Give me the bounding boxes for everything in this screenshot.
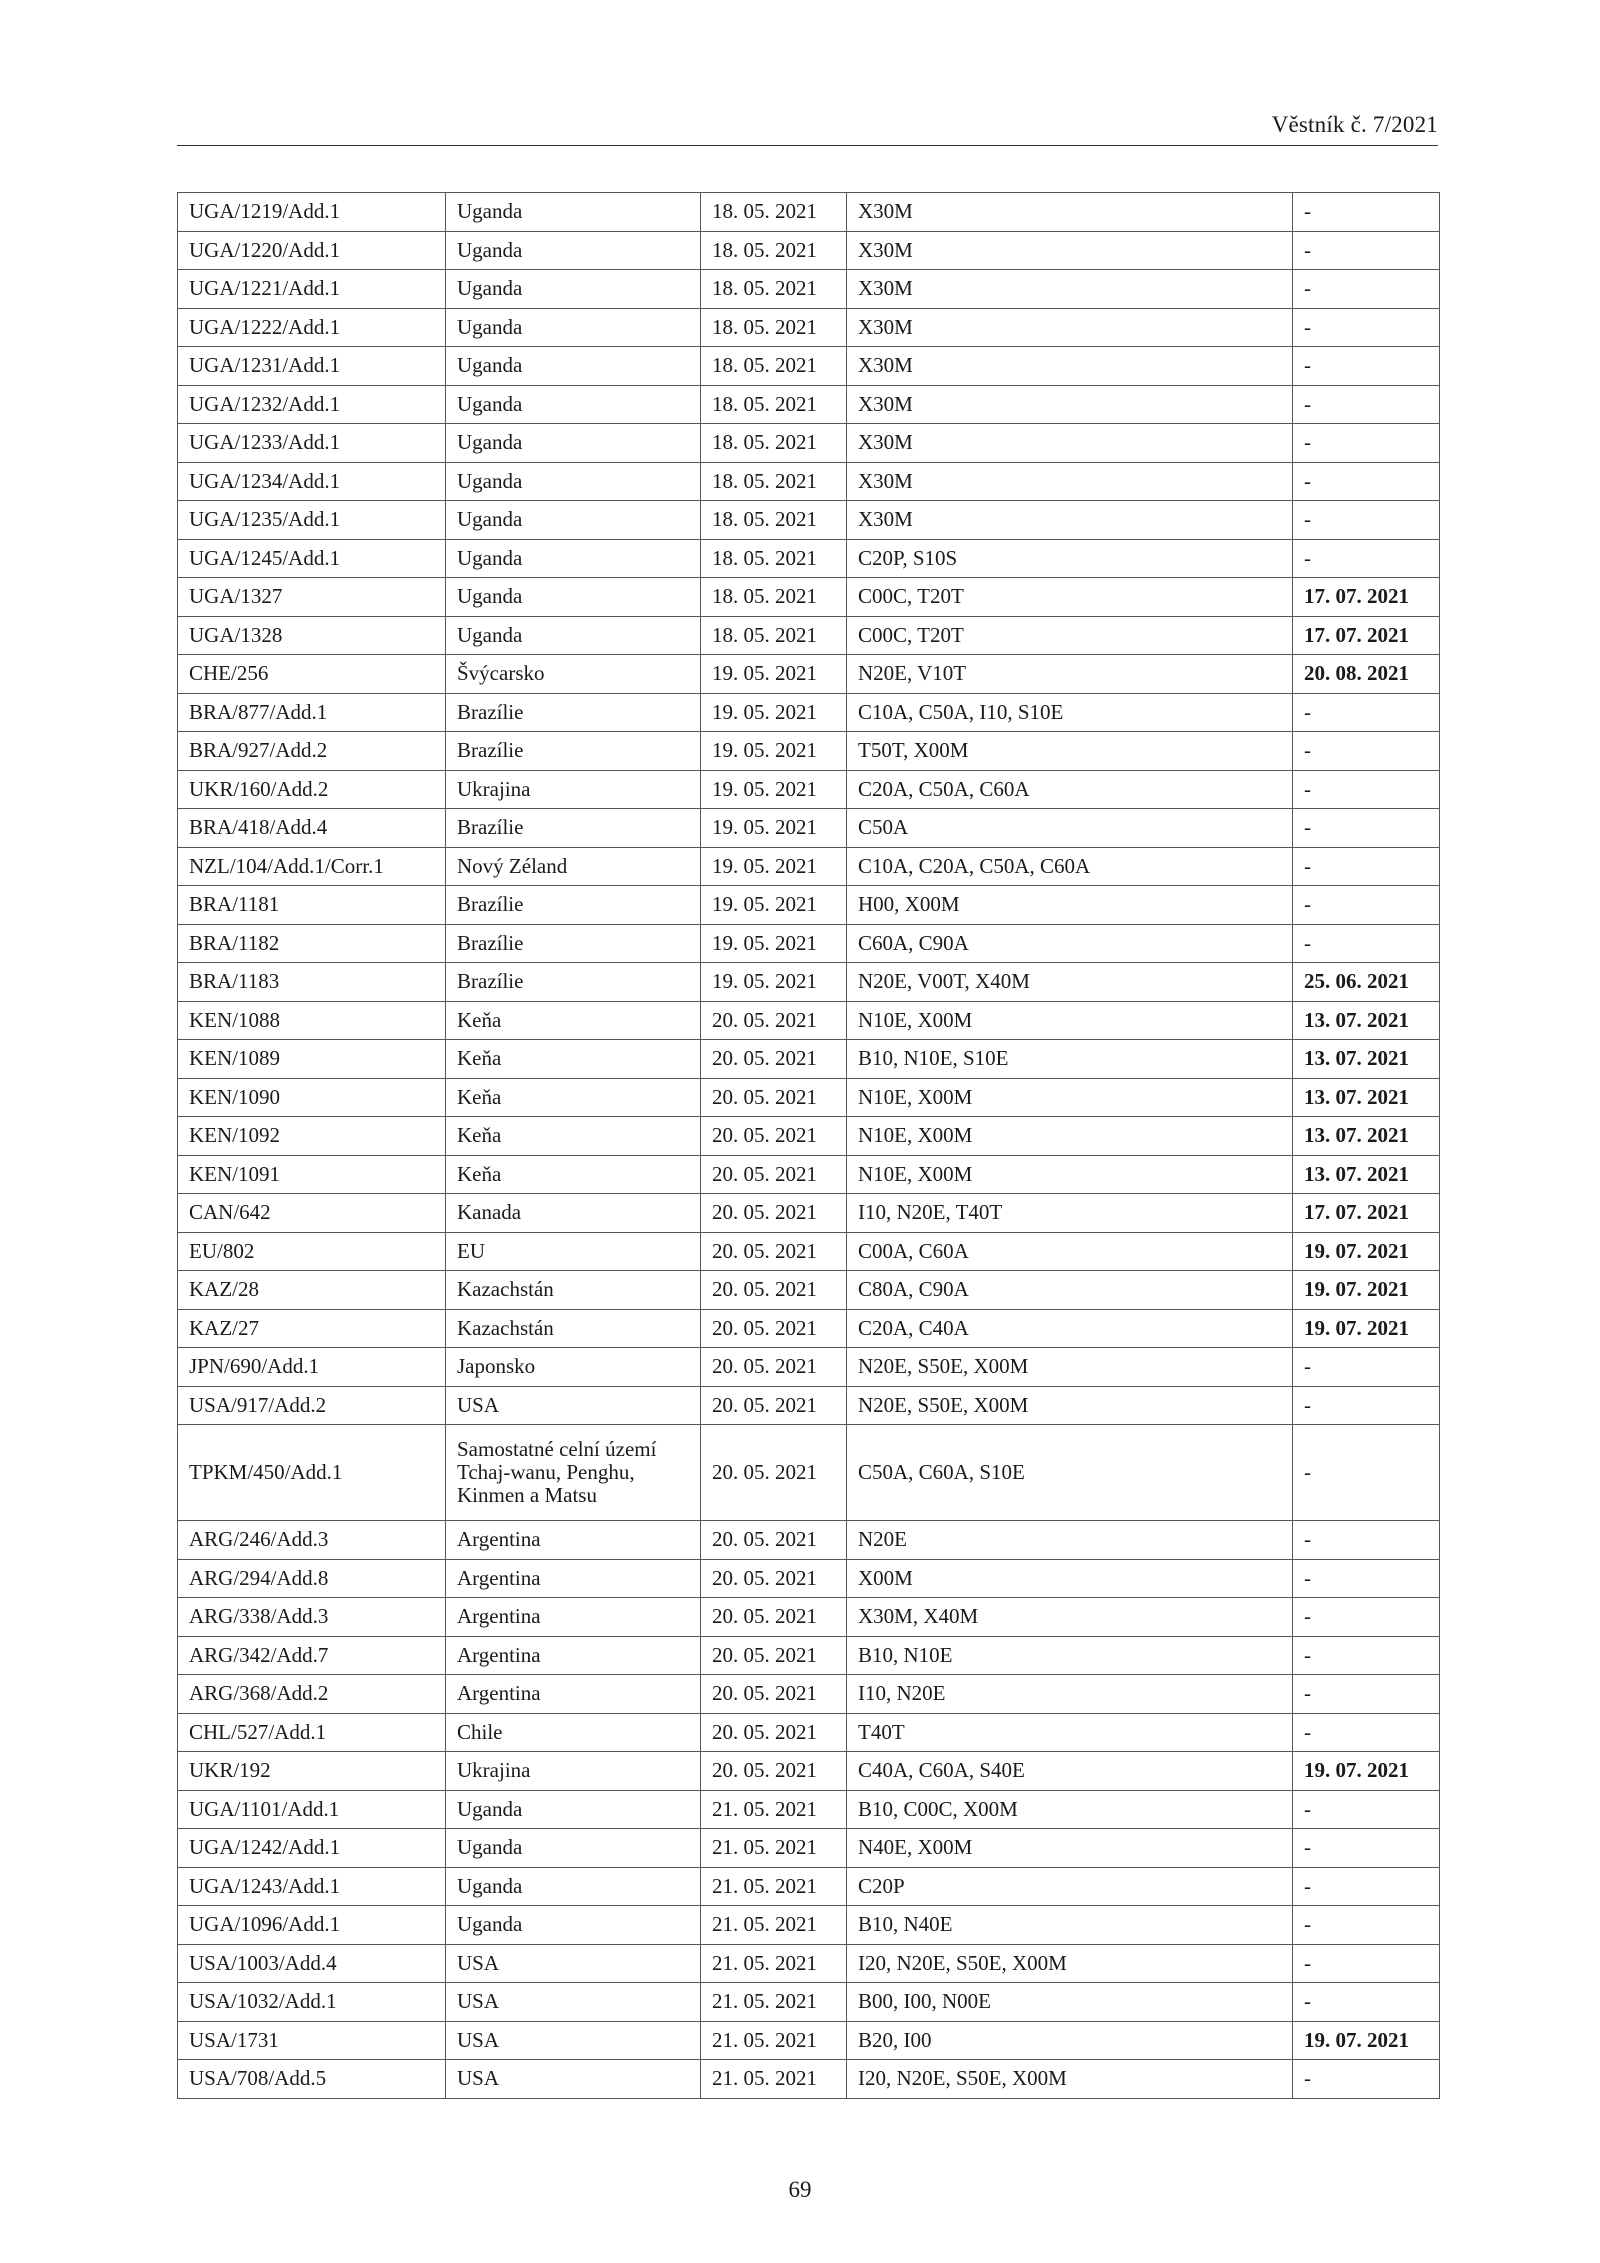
cell-codes: B10, N40E [847, 1906, 1293, 1945]
cell-codes: T40T [847, 1713, 1293, 1752]
cell-reference: ARG/368/Add.2 [178, 1675, 446, 1714]
cell-country: EU [446, 1232, 701, 1271]
cell-deadline: 13. 07. 2021 [1293, 1040, 1440, 1079]
cell-reference: USA/1032/Add.1 [178, 1983, 446, 2022]
cell-codes: N20E [847, 1521, 1293, 1560]
cell-date: 20. 05. 2021 [701, 1521, 847, 1560]
cell-date: 20. 05. 2021 [701, 1232, 847, 1271]
cell-deadline: 17. 07. 2021 [1293, 578, 1440, 617]
cell-reference: UGA/1220/Add.1 [178, 231, 446, 270]
cell-date: 20. 05. 2021 [701, 1309, 847, 1348]
cell-country: Uganda [446, 539, 701, 578]
table-row [178, 2021, 1440, 2060]
cell-date: 21. 05. 2021 [701, 1867, 847, 1906]
cell-country: Uganda [446, 462, 701, 501]
table-row [178, 385, 1440, 424]
cell-date: 20. 05. 2021 [701, 1078, 847, 1117]
cell-deadline: - [1293, 462, 1440, 501]
header-divider [177, 145, 1438, 146]
cell-deadline: 19. 07. 2021 [1293, 1271, 1440, 1310]
table-row [178, 655, 1440, 694]
cell-date: 21. 05. 2021 [701, 1983, 847, 2022]
cell-codes: B20, I00 [847, 2021, 1293, 2060]
cell-codes: B10, N10E, S10E [847, 1040, 1293, 1079]
cell-reference: UKR/160/Add.2 [178, 770, 446, 809]
table-row [178, 1944, 1440, 1983]
cell-date: 19. 05. 2021 [701, 770, 847, 809]
table-row [178, 1983, 1440, 2022]
cell-reference: BRA/1181 [178, 886, 446, 925]
cell-country: Brazílie [446, 693, 701, 732]
table-row [178, 1040, 1440, 1079]
cell-date: 19. 05. 2021 [701, 924, 847, 963]
cell-country: Uganda [446, 616, 701, 655]
cell-country: Brazílie [446, 924, 701, 963]
table-row [178, 1194, 1440, 1233]
cell-reference: USA/708/Add.5 [178, 2060, 446, 2099]
cell-codes: N10E, X00M [847, 1117, 1293, 1156]
cell-codes: X30M [847, 308, 1293, 347]
table-row [178, 424, 1440, 463]
cell-deadline: - [1293, 847, 1440, 886]
cell-reference: ARG/338/Add.3 [178, 1598, 446, 1637]
cell-country: USA [446, 1386, 701, 1425]
table-row [178, 963, 1440, 1002]
table-row [178, 193, 1440, 232]
cell-country: Uganda [446, 578, 701, 617]
cell-deadline: 13. 07. 2021 [1293, 1117, 1440, 1156]
cell-codes: X00M [847, 1559, 1293, 1598]
cell-codes: X30M [847, 424, 1293, 463]
cell-deadline: - [1293, 886, 1440, 925]
cell-codes: N40E, X00M [847, 1829, 1293, 1868]
cell-deadline: 19. 07. 2021 [1293, 1309, 1440, 1348]
table-row [178, 1829, 1440, 1868]
cell-country: Kazachstán [446, 1271, 701, 1310]
cell-reference: ARG/342/Add.7 [178, 1636, 446, 1675]
cell-deadline: - [1293, 2060, 1440, 2099]
cell-codes: B10, N10E [847, 1636, 1293, 1675]
cell-date: 18. 05. 2021 [701, 347, 847, 386]
cell-date: 21. 05. 2021 [701, 1944, 847, 1983]
cell-date: 20. 05. 2021 [701, 1636, 847, 1675]
table-row [178, 1271, 1440, 1310]
cell-codes: X30M [847, 231, 1293, 270]
cell-country: Brazílie [446, 809, 701, 848]
cell-reference: KAZ/27 [178, 1309, 446, 1348]
cell-deadline: 19. 07. 2021 [1293, 1232, 1440, 1271]
cell-deadline: - [1293, 1636, 1440, 1675]
cell-date: 19. 05. 2021 [701, 693, 847, 732]
table-row [178, 1309, 1440, 1348]
cell-date: 21. 05. 2021 [701, 1906, 847, 1945]
cell-country: Japonsko [446, 1348, 701, 1387]
table-row [178, 1636, 1440, 1675]
cell-deadline: - [1293, 1675, 1440, 1714]
cell-country: Uganda [446, 385, 701, 424]
cell-country: Uganda [446, 270, 701, 309]
cell-deadline: 20. 08. 2021 [1293, 655, 1440, 694]
cell-country: Uganda [446, 1867, 701, 1906]
table-row [178, 501, 1440, 540]
cell-country: Keňa [446, 1078, 701, 1117]
cell-date: 21. 05. 2021 [701, 2060, 847, 2099]
cell-reference: UGA/1243/Add.1 [178, 1867, 446, 1906]
cell-date: 20. 05. 2021 [701, 1194, 847, 1233]
cell-deadline: 13. 07. 2021 [1293, 1078, 1440, 1117]
table-row [178, 1559, 1440, 1598]
cell-date: 20. 05. 2021 [701, 1271, 847, 1310]
cell-reference: TPKM/450/Add.1 [178, 1425, 446, 1521]
cell-deadline: - [1293, 1386, 1440, 1425]
table-row [178, 693, 1440, 732]
cell-codes: C00C, T20T [847, 578, 1293, 617]
cell-date: 18. 05. 2021 [701, 424, 847, 463]
table-row [178, 1232, 1440, 1271]
cell-codes: X30M [847, 462, 1293, 501]
cell-deadline: 19. 07. 2021 [1293, 1752, 1440, 1791]
cell-date: 18. 05. 2021 [701, 616, 847, 655]
table-row [178, 1425, 1440, 1521]
cell-deadline: - [1293, 770, 1440, 809]
cell-country: Argentina [446, 1559, 701, 1598]
table-row [178, 308, 1440, 347]
cell-date: 20. 05. 2021 [701, 1040, 847, 1079]
cell-deadline: 13. 07. 2021 [1293, 1001, 1440, 1040]
page-number: 69 [788, 2177, 812, 2202]
cell-date: 18. 05. 2021 [701, 193, 847, 232]
cell-reference: ARG/294/Add.8 [178, 1559, 446, 1598]
table-row [178, 578, 1440, 617]
cell-codes: I20, N20E, S50E, X00M [847, 1944, 1293, 1983]
cell-reference: KEN/1092 [178, 1117, 446, 1156]
cell-codes: N20E, V00T, X40M [847, 963, 1293, 1002]
cell-date: 19. 05. 2021 [701, 886, 847, 925]
cell-reference: KEN/1091 [178, 1155, 446, 1194]
cell-reference: UGA/1101/Add.1 [178, 1790, 446, 1829]
cell-date: 21. 05. 2021 [701, 2021, 847, 2060]
cell-reference: KEN/1090 [178, 1078, 446, 1117]
table-row [178, 1790, 1440, 1829]
cell-reference: UGA/1234/Add.1 [178, 462, 446, 501]
cell-deadline: - [1293, 1348, 1440, 1387]
table-row [178, 1348, 1440, 1387]
cell-reference: UGA/1232/Add.1 [178, 385, 446, 424]
cell-codes: C40A, C60A, S40E [847, 1752, 1293, 1791]
cell-country: Uganda [446, 1906, 701, 1945]
cell-date: 20. 05. 2021 [701, 1559, 847, 1598]
table-row [178, 886, 1440, 925]
table-row [178, 1117, 1440, 1156]
cell-country: USA [446, 2021, 701, 2060]
cell-country: Argentina [446, 1598, 701, 1637]
cell-reference: UGA/1233/Add.1 [178, 424, 446, 463]
table-row [178, 1001, 1440, 1040]
cell-codes: X30M, X40M [847, 1598, 1293, 1637]
cell-deadline: - [1293, 1983, 1440, 2022]
cell-reference: BRA/877/Add.1 [178, 693, 446, 732]
cell-date: 18. 05. 2021 [701, 501, 847, 540]
cell-country: Keňa [446, 1155, 701, 1194]
cell-codes: X30M [847, 385, 1293, 424]
cell-date: 20. 05. 2021 [701, 1386, 847, 1425]
cell-date: 18. 05. 2021 [701, 231, 847, 270]
cell-deadline: 19. 07. 2021 [1293, 2021, 1440, 2060]
cell-codes: C60A, C90A [847, 924, 1293, 963]
cell-country: Brazílie [446, 886, 701, 925]
cell-deadline: - [1293, 231, 1440, 270]
table-body [178, 193, 1440, 2099]
cell-reference: KEN/1089 [178, 1040, 446, 1079]
cell-country: Švýcarsko [446, 655, 701, 694]
cell-country: Uganda [446, 1829, 701, 1868]
cell-country: Uganda [446, 347, 701, 386]
cell-country: Keňa [446, 1117, 701, 1156]
cell-codes: C50A [847, 809, 1293, 848]
cell-deadline: - [1293, 1598, 1440, 1637]
cell-codes: C00C, T20T [847, 616, 1293, 655]
cell-country: USA [446, 1944, 701, 1983]
cell-deadline: - [1293, 1713, 1440, 1752]
cell-date: 20. 05. 2021 [701, 1713, 847, 1752]
cell-date: 21. 05. 2021 [701, 1790, 847, 1829]
journal-header: Věstník č. 7/2021 [1271, 112, 1438, 137]
cell-deadline: - [1293, 732, 1440, 771]
table-row [178, 462, 1440, 501]
cell-country: Kanada [446, 1194, 701, 1233]
cell-country: Nový Zéland [446, 847, 701, 886]
cell-reference: UGA/1231/Add.1 [178, 347, 446, 386]
cell-deadline: - [1293, 1521, 1440, 1560]
cell-deadline: 13. 07. 2021 [1293, 1155, 1440, 1194]
table-row [178, 2060, 1440, 2099]
cell-codes: X30M [847, 270, 1293, 309]
table-row [178, 1713, 1440, 1752]
cell-codes: N20E, S50E, X00M [847, 1348, 1293, 1387]
table-row [178, 1906, 1440, 1945]
cell-country: Keňa [446, 1040, 701, 1079]
table-row [178, 1155, 1440, 1194]
cell-date: 20. 05. 2021 [701, 1752, 847, 1791]
cell-reference: UGA/1327 [178, 578, 446, 617]
table-row [178, 1521, 1440, 1560]
cell-date: 18. 05. 2021 [701, 578, 847, 617]
cell-country: Brazílie [446, 732, 701, 771]
cell-date: 19. 05. 2021 [701, 655, 847, 694]
cell-country: Keňa [446, 1001, 701, 1040]
table-row [178, 770, 1440, 809]
cell-codes: T50T, X00M [847, 732, 1293, 771]
cell-codes: I10, N20E, T40T [847, 1194, 1293, 1233]
table-row [178, 270, 1440, 309]
cell-date: 18. 05. 2021 [701, 539, 847, 578]
cell-country: Argentina [446, 1521, 701, 1560]
cell-deadline: - [1293, 1906, 1440, 1945]
cell-date: 20. 05. 2021 [701, 1348, 847, 1387]
cell-country: Brazílie [446, 963, 701, 1002]
cell-country: USA [446, 1983, 701, 2022]
cell-codes: C20P [847, 1867, 1293, 1906]
table-row [178, 732, 1440, 771]
cell-date: 21. 05. 2021 [701, 1829, 847, 1868]
table-row [178, 1752, 1440, 1791]
cell-country: Argentina [446, 1636, 701, 1675]
cell-codes: C80A, C90A [847, 1271, 1293, 1310]
cell-reference: KEN/1088 [178, 1001, 446, 1040]
table-row [178, 231, 1440, 270]
cell-country: Uganda [446, 1790, 701, 1829]
cell-deadline: - [1293, 347, 1440, 386]
cell-reference: UGA/1235/Add.1 [178, 501, 446, 540]
cell-date: 19. 05. 2021 [701, 847, 847, 886]
cell-reference: CHE/256 [178, 655, 446, 694]
cell-deadline: - [1293, 1867, 1440, 1906]
cell-codes: N10E, X00M [847, 1001, 1293, 1040]
cell-codes: B00, I00, N00E [847, 1983, 1293, 2022]
cell-date: 20. 05. 2021 [701, 1425, 847, 1521]
cell-country: Argentina [446, 1675, 701, 1714]
cell-codes: C00A, C60A [847, 1232, 1293, 1271]
cell-deadline: - [1293, 1790, 1440, 1829]
table-row [178, 347, 1440, 386]
cell-date: 18. 05. 2021 [701, 385, 847, 424]
cell-reference: UGA/1221/Add.1 [178, 270, 446, 309]
cell-reference: BRA/1182 [178, 924, 446, 963]
cell-deadline: 17. 07. 2021 [1293, 616, 1440, 655]
cell-reference: KAZ/28 [178, 1271, 446, 1310]
cell-reference: NZL/104/Add.1/Corr.1 [178, 847, 446, 886]
cell-codes: X30M [847, 193, 1293, 232]
cell-deadline: - [1293, 809, 1440, 848]
cell-deadline: - [1293, 539, 1440, 578]
cell-codes: B10, C00C, X00M [847, 1790, 1293, 1829]
cell-codes: X30M [847, 347, 1293, 386]
cell-codes: N10E, X00M [847, 1155, 1293, 1194]
cell-date: 18. 05. 2021 [701, 462, 847, 501]
cell-codes: C50A, C60A, S10E [847, 1425, 1293, 1521]
cell-codes: N20E, S50E, X00M [847, 1386, 1293, 1425]
table-row [178, 924, 1440, 963]
cell-reference: CHL/527/Add.1 [178, 1713, 446, 1752]
table-row [178, 616, 1440, 655]
cell-country: Ukrajina [446, 1752, 701, 1791]
cell-country: Chile [446, 1713, 701, 1752]
cell-deadline: 25. 06. 2021 [1293, 963, 1440, 1002]
cell-codes: I20, N20E, S50E, X00M [847, 2060, 1293, 2099]
cell-reference: BRA/418/Add.4 [178, 809, 446, 848]
cell-codes: C20A, C40A [847, 1309, 1293, 1348]
cell-country: Uganda [446, 231, 701, 270]
cell-reference: UGA/1242/Add.1 [178, 1829, 446, 1868]
cell-codes: H00, X00M [847, 886, 1293, 925]
cell-country: Uganda [446, 308, 701, 347]
cell-deadline: - [1293, 1944, 1440, 1983]
cell-deadline: 17. 07. 2021 [1293, 1194, 1440, 1233]
cell-country: Uganda [446, 193, 701, 232]
cell-date: 20. 05. 2021 [701, 1598, 847, 1637]
table-row [178, 1598, 1440, 1637]
table-row [178, 1675, 1440, 1714]
cell-reference: UKR/192 [178, 1752, 446, 1791]
cell-date: 20. 05. 2021 [701, 1001, 847, 1040]
cell-reference: UGA/1219/Add.1 [178, 193, 446, 232]
cell-deadline: - [1293, 924, 1440, 963]
cell-codes: C20P, S10S [847, 539, 1293, 578]
table-row [178, 847, 1440, 886]
cell-date: 18. 05. 2021 [701, 270, 847, 309]
cell-deadline: - [1293, 385, 1440, 424]
cell-reference: ARG/246/Add.3 [178, 1521, 446, 1560]
table-row [178, 1867, 1440, 1906]
cell-date: 19. 05. 2021 [701, 809, 847, 848]
cell-reference: USA/1731 [178, 2021, 446, 2060]
cell-reference: JPN/690/Add.1 [178, 1348, 446, 1387]
cell-reference: UGA/1222/Add.1 [178, 308, 446, 347]
cell-deadline: - [1293, 1425, 1440, 1521]
cell-codes: N20E, V10T [847, 655, 1293, 694]
cell-deadline: - [1293, 501, 1440, 540]
cell-country: Kazachstán [446, 1309, 701, 1348]
cell-country: Ukrajina [446, 770, 701, 809]
cell-reference: UGA/1096/Add.1 [178, 1906, 446, 1945]
cell-reference: UGA/1245/Add.1 [178, 539, 446, 578]
cell-reference: USA/917/Add.2 [178, 1386, 446, 1425]
cell-country: Uganda [446, 424, 701, 463]
cell-reference: USA/1003/Add.4 [178, 1944, 446, 1983]
cell-date: 20. 05. 2021 [701, 1155, 847, 1194]
table-row [178, 809, 1440, 848]
cell-country: Samostatné celní území Tchaj-wanu, Penghu, Kinmen a Matsu [446, 1425, 701, 1521]
cell-deadline: - [1293, 1829, 1440, 1868]
cell-deadline: - [1293, 270, 1440, 309]
cell-codes: X30M [847, 501, 1293, 540]
cell-codes: I10, N20E [847, 1675, 1293, 1714]
cell-deadline: - [1293, 693, 1440, 732]
cell-deadline: - [1293, 424, 1440, 463]
cell-reference: BRA/1183 [178, 963, 446, 1002]
table-row [178, 1078, 1440, 1117]
cell-codes: C20A, C50A, C60A [847, 770, 1293, 809]
cell-deadline: - [1293, 193, 1440, 232]
cell-date: 20. 05. 2021 [701, 1675, 847, 1714]
notification-table [177, 192, 1440, 2099]
cell-deadline: - [1293, 1559, 1440, 1598]
cell-country: USA [446, 2060, 701, 2099]
table-row [178, 539, 1440, 578]
cell-deadline: - [1293, 308, 1440, 347]
cell-reference: CAN/642 [178, 1194, 446, 1233]
cell-reference: UGA/1328 [178, 616, 446, 655]
cell-codes: N10E, X00M [847, 1078, 1293, 1117]
cell-date: 20. 05. 2021 [701, 1117, 847, 1156]
table-row [178, 1386, 1440, 1425]
cell-date: 19. 05. 2021 [701, 732, 847, 771]
cell-date: 19. 05. 2021 [701, 963, 847, 1002]
cell-reference: EU/802 [178, 1232, 446, 1271]
cell-country: Uganda [446, 501, 701, 540]
cell-reference: BRA/927/Add.2 [178, 732, 446, 771]
cell-codes: C10A, C50A, I10, S10E [847, 693, 1293, 732]
cell-codes: C10A, C20A, C50A, C60A [847, 847, 1293, 886]
cell-date: 18. 05. 2021 [701, 308, 847, 347]
